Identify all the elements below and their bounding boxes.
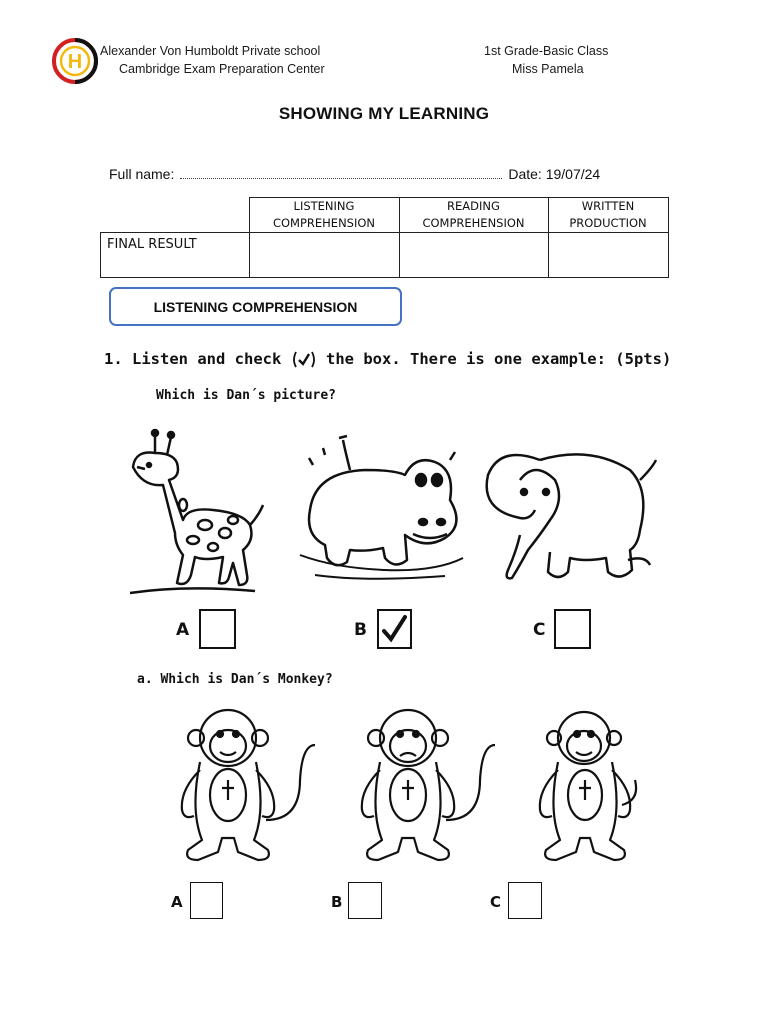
full-name-field[interactable] (180, 168, 502, 179)
reading-score-cell[interactable] (399, 233, 548, 278)
giraffe-picture (125, 425, 265, 600)
example-prompt: Which is Dan´s picture? (156, 388, 337, 403)
column-header: LISTENING COMPREHENSION (249, 198, 399, 233)
checkmark-icon (291, 350, 317, 374)
monkey-checkbox-b[interactable] (348, 882, 382, 919)
grade-label: 1st Grade-Basic Class (484, 44, 609, 58)
school-logo (52, 38, 98, 84)
option-letter: A (171, 893, 183, 911)
question-number: 1. (104, 350, 123, 368)
monkey-checkbox-a[interactable] (190, 882, 223, 919)
monkey-picture-c (530, 700, 660, 875)
logo-letter: H (67, 51, 83, 73)
option-letter: C (490, 893, 502, 911)
writing-score-cell[interactable] (548, 233, 668, 278)
hippo-picture (295, 430, 470, 595)
results-table (100, 197, 669, 278)
page-title: SHOWING MY LEARNING (278, 104, 490, 123)
question-1 (104, 350, 671, 374)
teacher-name: Miss Pamela (512, 62, 584, 76)
column-header: READING COMPREHENSION (399, 198, 548, 233)
example-checkbox-b[interactable] (377, 609, 412, 649)
center-name: Cambridge Exam Preparation Center (119, 62, 325, 76)
column-header: WRITTEN PRODUCTION (548, 198, 668, 233)
listening-score-cell[interactable] (249, 233, 399, 278)
option-letter: B (354, 620, 367, 640)
date-label: Date: (508, 166, 542, 182)
checkmark-icon (379, 611, 410, 647)
monkey-picture-a (170, 700, 320, 875)
monkey-checkbox-c[interactable] (508, 882, 542, 919)
full-name-label: Full name: (109, 166, 175, 182)
final-result-label: FINAL RESULT (101, 233, 250, 278)
student-info-line (109, 166, 600, 182)
table-corner (101, 198, 250, 233)
example-checkbox-c[interactable] (554, 609, 591, 649)
date-value: 19/07/24 (545, 166, 601, 182)
option-letter: C (533, 620, 546, 640)
option-letter: B (331, 893, 343, 911)
school-name: Alexander Von Humboldt Private school (100, 44, 321, 58)
question-text: Listen and check (132, 350, 282, 368)
elephant-picture (480, 440, 660, 595)
option-letter: A (176, 620, 190, 640)
example-checkbox-a[interactable] (199, 609, 236, 649)
section-label: LISTENING COMPREHENSION (109, 287, 402, 326)
question-text-rest: the box. There is one example: (5pts) (326, 350, 672, 368)
item-a-prompt: a. Which is Dan´s Monkey? (137, 672, 333, 687)
monkey-picture-b (350, 700, 500, 875)
